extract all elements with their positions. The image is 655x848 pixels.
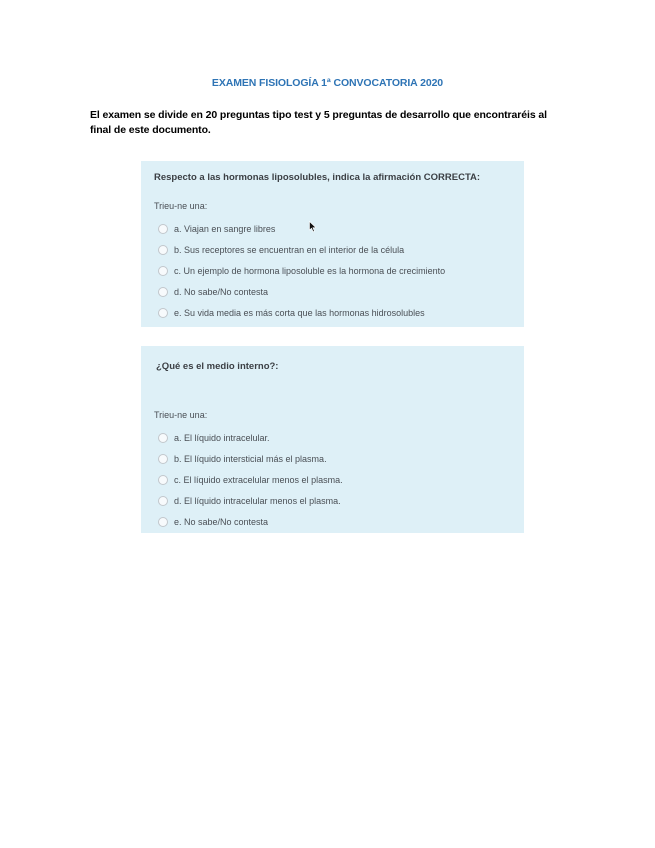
radio-button-icon[interactable] (158, 475, 168, 485)
option-a[interactable] (158, 218, 445, 239)
radio-button-icon[interactable] (158, 454, 168, 464)
radio-button-icon[interactable] (158, 308, 168, 318)
option-label: c. El líquido extracelular menos el plasma. (174, 474, 343, 485)
radio-button-icon[interactable] (158, 517, 168, 527)
radio-button-icon[interactable] (158, 245, 168, 255)
option-label: d. El líquido intracelular menos el plasma. (174, 495, 341, 506)
option-label: a. El líquido intracelular. (174, 432, 270, 443)
mouse-cursor-icon (309, 221, 317, 233)
question-card-1 (141, 161, 524, 327)
option-label: d. No sabe/No contesta (174, 286, 269, 297)
option-label: b. Sus receptores se encuentran en el interior de la célula (174, 244, 405, 255)
option-e[interactable] (158, 511, 343, 532)
question-text: ¿Qué es el medio interno?: (156, 361, 279, 372)
choose-one-label: Trieu-ne una: (154, 201, 208, 211)
radio-button-icon[interactable] (158, 287, 168, 297)
choose-one-label: Trieu-ne una: (154, 410, 208, 420)
document-title: EXAMEN FISIOLOGÍA 1ª CONVOCATORIA 2020 (211, 77, 444, 89)
radio-button-icon[interactable] (158, 224, 168, 234)
option-c[interactable] (158, 469, 343, 490)
option-c[interactable] (158, 260, 445, 281)
options-list (158, 427, 343, 532)
option-d[interactable] (158, 281, 445, 302)
intro-paragraph: El examen se divide en 20 preguntas tipo test y 5 preguntas de desarrollo que encontraréis al final de este documento. (90, 109, 547, 136)
options-list (158, 218, 445, 323)
option-label: b. El líquido intersticial más el plasma. (174, 453, 327, 464)
option-b[interactable] (158, 448, 343, 469)
option-label: e. Su vida media es más corta que las hormonas hidrosolubles (174, 307, 425, 318)
radio-button-icon[interactable] (158, 433, 168, 443)
option-b[interactable] (158, 239, 445, 260)
option-e[interactable] (158, 302, 445, 323)
option-label: c. Un ejemplo de hormona liposoluble es la hormona de crecimiento (174, 265, 446, 276)
option-a[interactable] (158, 427, 343, 448)
question-card-2 (141, 346, 524, 533)
option-label: a. Viajan en sangre libres (174, 223, 276, 234)
option-d[interactable] (158, 490, 343, 511)
question-text: Respecto a las hormonas liposolubles, indica la afirmación CORRECTA: (154, 172, 481, 183)
radio-button-icon[interactable] (158, 266, 168, 276)
option-label: e. No sabe/No contesta (174, 516, 269, 527)
radio-button-icon[interactable] (158, 496, 168, 506)
